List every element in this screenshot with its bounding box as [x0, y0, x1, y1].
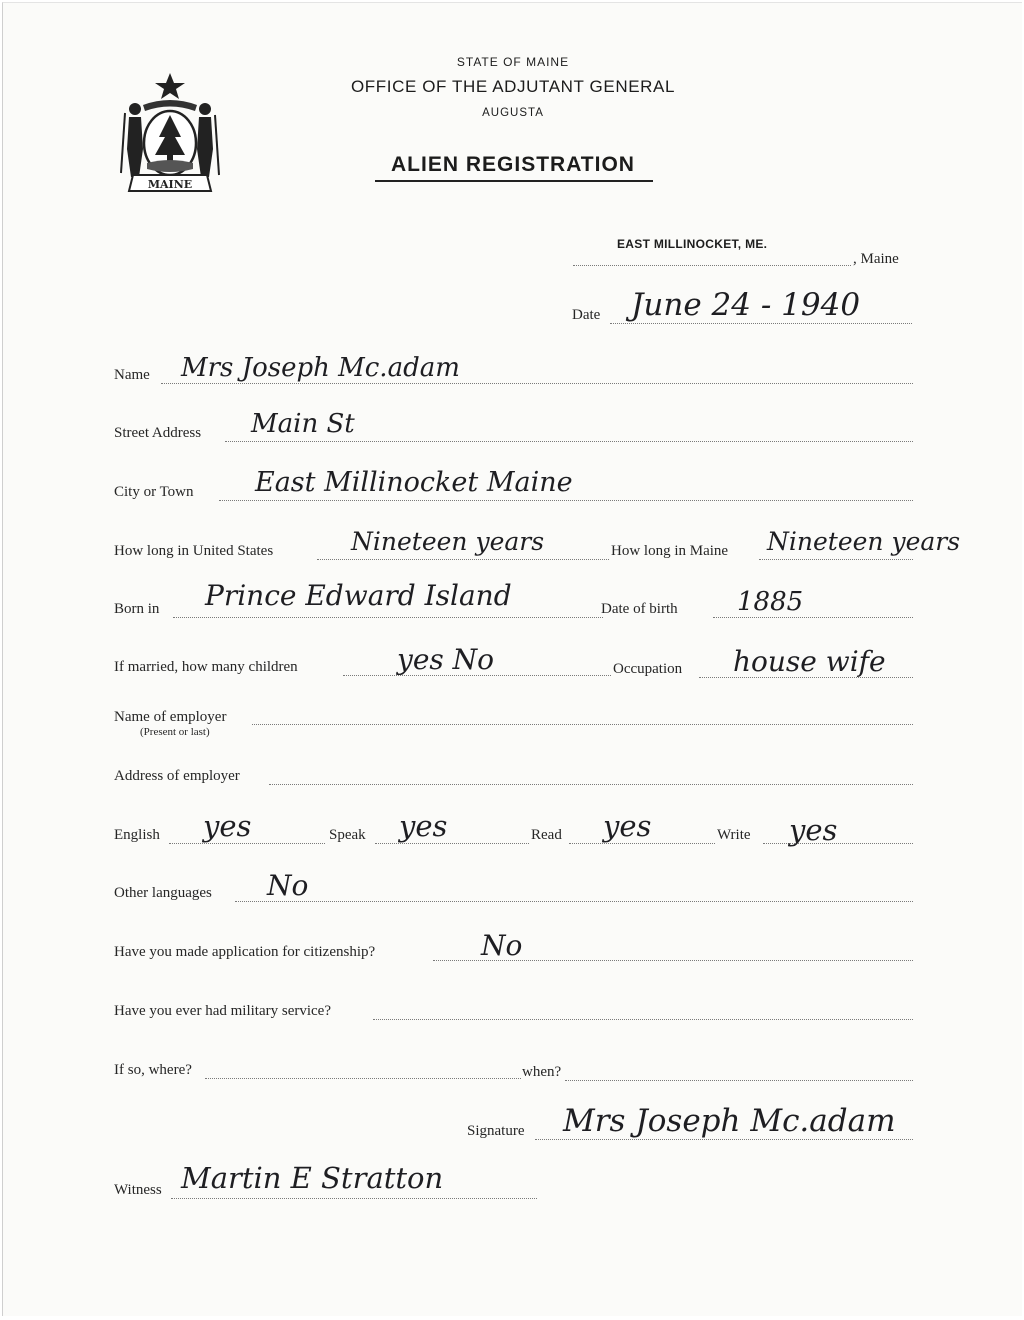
- speak-value[interactable]: yes: [399, 809, 448, 843]
- street-label: Street Address: [114, 425, 202, 441]
- military-label: Have you ever had military service?: [114, 1003, 331, 1019]
- english-line: [169, 843, 325, 844]
- dob-value[interactable]: 1885: [737, 587, 804, 617]
- form-title: ALIEN REGISTRATION: [391, 153, 635, 176]
- header-city: AUGUSTA: [482, 107, 544, 119]
- header-office: OFFICE OF THE ADJUTANT GENERAL: [350, 77, 676, 96]
- street-line: [225, 441, 913, 442]
- date-label: Date: [572, 307, 601, 323]
- read-label: Read: [531, 827, 562, 843]
- read-value[interactable]: yes: [603, 809, 652, 843]
- employer-note: (Present or last): [140, 726, 210, 738]
- citizenship-label: Have you made application for citizenship?: [114, 944, 376, 960]
- married-label: If married, how many children: [114, 659, 298, 675]
- other-languages-line: [235, 901, 913, 902]
- employer-label: Name of employer: [114, 709, 227, 725]
- signature-line: [535, 1139, 913, 1140]
- write-line: [763, 843, 913, 844]
- name-line: [161, 383, 913, 384]
- registration-form: [2, 2, 1022, 1316]
- citizenship-value[interactable]: No: [481, 929, 523, 962]
- write-label: Write: [717, 827, 751, 843]
- signature-label: Signature: [467, 1123, 525, 1139]
- employer-address-line: [269, 784, 913, 785]
- english-value[interactable]: yes: [203, 809, 252, 843]
- occupation-label: Occupation: [613, 661, 683, 677]
- where-label: If so, where?: [114, 1062, 192, 1078]
- how-long-us-label: How long in United States: [114, 543, 274, 559]
- location-suffix: , Maine: [853, 251, 899, 267]
- name-label: Name: [114, 367, 150, 383]
- when-label: when?: [522, 1064, 562, 1080]
- read-line: [569, 843, 715, 844]
- witness-value[interactable]: Martin E Stratton: [181, 1161, 444, 1195]
- dob-label: Date of birth: [601, 601, 678, 617]
- married-value[interactable]: yes No: [397, 643, 495, 676]
- occupation-value[interactable]: house wife: [733, 645, 886, 678]
- speak-label: Speak: [329, 827, 366, 843]
- name-value[interactable]: Mrs Joseph Mc.adam: [181, 353, 460, 383]
- when-line: [565, 1080, 913, 1081]
- how-long-me-line: [759, 559, 913, 560]
- maine-seal-icon: [115, 69, 225, 195]
- seal-motto: MAINE: [147, 178, 193, 191]
- how-long-me-value[interactable]: Nineteen years: [767, 527, 961, 556]
- date-value[interactable]: June 24 - 1940: [631, 287, 861, 323]
- born-value[interactable]: Prince Edward Island: [205, 579, 512, 612]
- header-state: STATE OF MAINE: [456, 55, 570, 69]
- write-value[interactable]: yes: [789, 813, 838, 847]
- city-label: City or Town: [114, 484, 194, 500]
- date-line: [610, 323, 912, 324]
- location-line: [573, 265, 851, 266]
- where-line: [205, 1078, 521, 1079]
- how-long-me-label: How long in Maine: [611, 543, 729, 559]
- speak-line: [375, 843, 529, 844]
- born-line: [173, 617, 603, 618]
- street-value[interactable]: Main St: [251, 409, 355, 439]
- city-value[interactable]: East Millinocket Maine: [255, 467, 573, 498]
- title-underline: [375, 180, 653, 182]
- city-line: [219, 500, 913, 501]
- other-languages-value[interactable]: No: [267, 869, 309, 902]
- born-label: Born in: [114, 601, 160, 617]
- employer-line: [252, 724, 913, 725]
- how-long-us-line: [317, 559, 609, 560]
- employer-address-label: Address of employer: [114, 768, 240, 784]
- dob-line: [713, 617, 913, 618]
- how-long-us-value[interactable]: Nineteen years: [351, 527, 545, 556]
- witness-line: [171, 1198, 537, 1199]
- military-line: [373, 1019, 913, 1020]
- english-label: English: [114, 827, 160, 843]
- signature-value[interactable]: Mrs Joseph Mc.adam: [563, 1103, 896, 1139]
- location-stamp: EAST MILLINOCKET, ME.: [617, 237, 768, 251]
- other-languages-label: Other languages: [114, 885, 212, 901]
- witness-label: Witness: [114, 1182, 162, 1198]
